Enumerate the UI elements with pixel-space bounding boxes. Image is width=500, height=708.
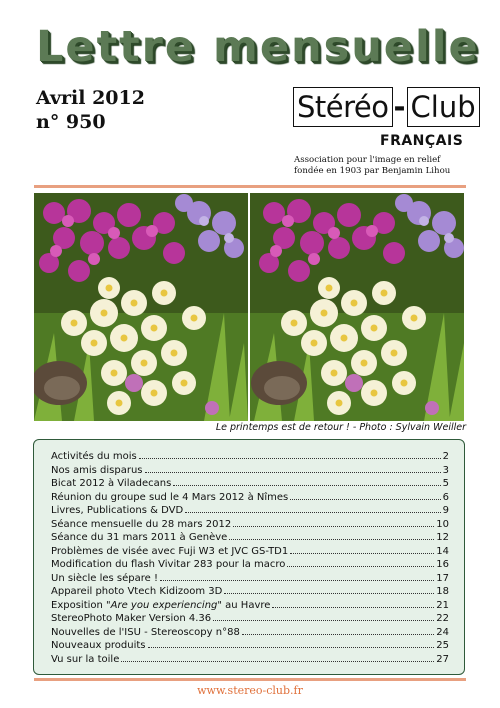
toc-entry-title [51, 599, 270, 613]
toc-leader-dots [233, 517, 434, 527]
toc-leader-dots [224, 584, 434, 594]
toc-entry[interactable] [51, 503, 449, 517]
bottom-divider [34, 678, 466, 681]
toc-page-number: 27 [436, 653, 449, 665]
toc-entry-title: Nouvelles de l'ISU - Stereoscopy n°88 [51, 626, 240, 638]
toc-entry[interactable] [51, 490, 449, 504]
toc-page-number: 24 [436, 626, 449, 638]
toc-leader-dots [229, 530, 434, 540]
toc-leader-dots [160, 571, 434, 581]
toc-page-number: 16 [436, 559, 449, 570]
toc-page-number: 2 [442, 451, 449, 462]
toc-page-number: 12 [436, 532, 449, 543]
toc-entry-title: Vu sur la toile [51, 653, 120, 665]
toc-leader-dots [213, 611, 434, 621]
toc-entry-title-part: au Havre [221, 599, 271, 611]
toc-entry[interactable] [51, 517, 449, 531]
website-link[interactable]: www.stereo-club.fr [197, 684, 303, 697]
issue-info [36, 86, 145, 134]
toc-entry-title: Séance du 31 mars 2011 à Genève [51, 532, 228, 543]
toc-entry[interactable] [51, 652, 449, 666]
toc-page-number: 6 [442, 491, 449, 503]
toc-entry-title: Un siècle les sépare ! [51, 572, 158, 584]
toc-entry-title: Nos amis disparus [51, 464, 143, 476]
toc-leader-dots [242, 625, 434, 635]
toc-entry-title: Problèmes de visée avec Fuji W3 et JVC GS-TD1 [51, 545, 289, 557]
toc-entry-title-emphasis: "Are you experiencing" [106, 599, 222, 611]
issue-date: Avril 2012 [36, 87, 145, 109]
toc-entry[interactable] [51, 449, 449, 463]
toc-entry[interactable] [51, 611, 449, 625]
toc-page-number: 5 [442, 478, 449, 489]
logo-stereo: Stéréo [293, 87, 393, 127]
toc-entry-title: Bicat 2012 à Viladecans [51, 478, 172, 489]
association-line-2: fondée en 1903 par Benjamin Lihou [294, 166, 451, 176]
toc-leader-dots [287, 557, 434, 567]
toc-entry-title: Modification du flash Vivitar 283 pour la macro [51, 559, 286, 570]
club-logo [293, 87, 480, 127]
toc-page-number: 21 [436, 599, 449, 611]
photo-caption: Le printemps est de retour ! - Photo : Sylvain Weiller [215, 422, 466, 433]
toc-leader-dots [145, 463, 441, 473]
toc-page-number: 14 [436, 545, 449, 557]
toc-entry[interactable] [51, 638, 449, 652]
toc-entry[interactable] [51, 584, 449, 598]
toc-entry[interactable] [51, 557, 449, 571]
toc-page-number: 10 [436, 518, 449, 530]
toc-leader-dots [290, 490, 440, 500]
toc-page-number: 18 [436, 586, 449, 597]
primrose-photo-right [250, 193, 464, 421]
toc-page-number: 17 [436, 572, 449, 584]
toc-entry[interactable] [51, 571, 449, 585]
toc-entry[interactable] [51, 625, 449, 639]
toc-entry[interactable] [51, 476, 449, 490]
toc-leader-dots [121, 652, 434, 662]
toc-leader-dots [173, 476, 440, 486]
association-line-1: Association pour l'image en relief [294, 155, 441, 165]
toc-leader-dots [139, 449, 441, 459]
toc-leader-dots [272, 598, 434, 608]
masthead-title: Lettre mensuelle [36, 22, 480, 72]
toc-entry-title: Livres, Publications & DVD [51, 505, 184, 516]
toc-entry-title: Activités du mois [51, 451, 137, 462]
toc-entry-title: Nouveaux produits [51, 640, 146, 651]
table-of-contents [33, 439, 465, 675]
toc-page-number: 3 [442, 464, 449, 476]
logo-club: Club [407, 87, 480, 127]
toc-leader-dots [148, 638, 435, 648]
toc-entry-title: Réunion du groupe sud le 4 Mars 2012 à Nîmes [51, 491, 289, 503]
issue-number: n° 950 [36, 111, 106, 133]
top-divider [34, 185, 466, 188]
stereo-photo-right [250, 193, 464, 421]
toc-entry[interactable] [51, 530, 449, 544]
toc-leader-dots [290, 544, 434, 554]
toc-page-number: 9 [442, 505, 449, 516]
toc-page-number: 22 [436, 613, 449, 624]
primrose-photo-left [34, 193, 248, 421]
toc-entry[interactable] [51, 598, 449, 612]
toc-entry-title: Séance mensuelle du 28 mars 2012 [51, 518, 232, 530]
association-description [294, 155, 466, 177]
toc-entry-title: StereoPhoto Maker Version 4.36 [51, 613, 212, 624]
toc-entry[interactable] [51, 463, 449, 477]
toc-page-number: 25 [436, 640, 449, 651]
toc-entry-title-part: Exposition [51, 599, 107, 611]
logo-subtitle: FRANÇAIS [380, 133, 464, 149]
logo-dash: - [393, 90, 406, 124]
toc-entry[interactable] [51, 544, 449, 558]
toc-entry-title: Appareil photo Vtech Kidizoom 3D [51, 586, 223, 597]
toc-list [51, 449, 449, 665]
toc-leader-dots [185, 503, 440, 513]
stereo-photo-left [34, 193, 248, 421]
